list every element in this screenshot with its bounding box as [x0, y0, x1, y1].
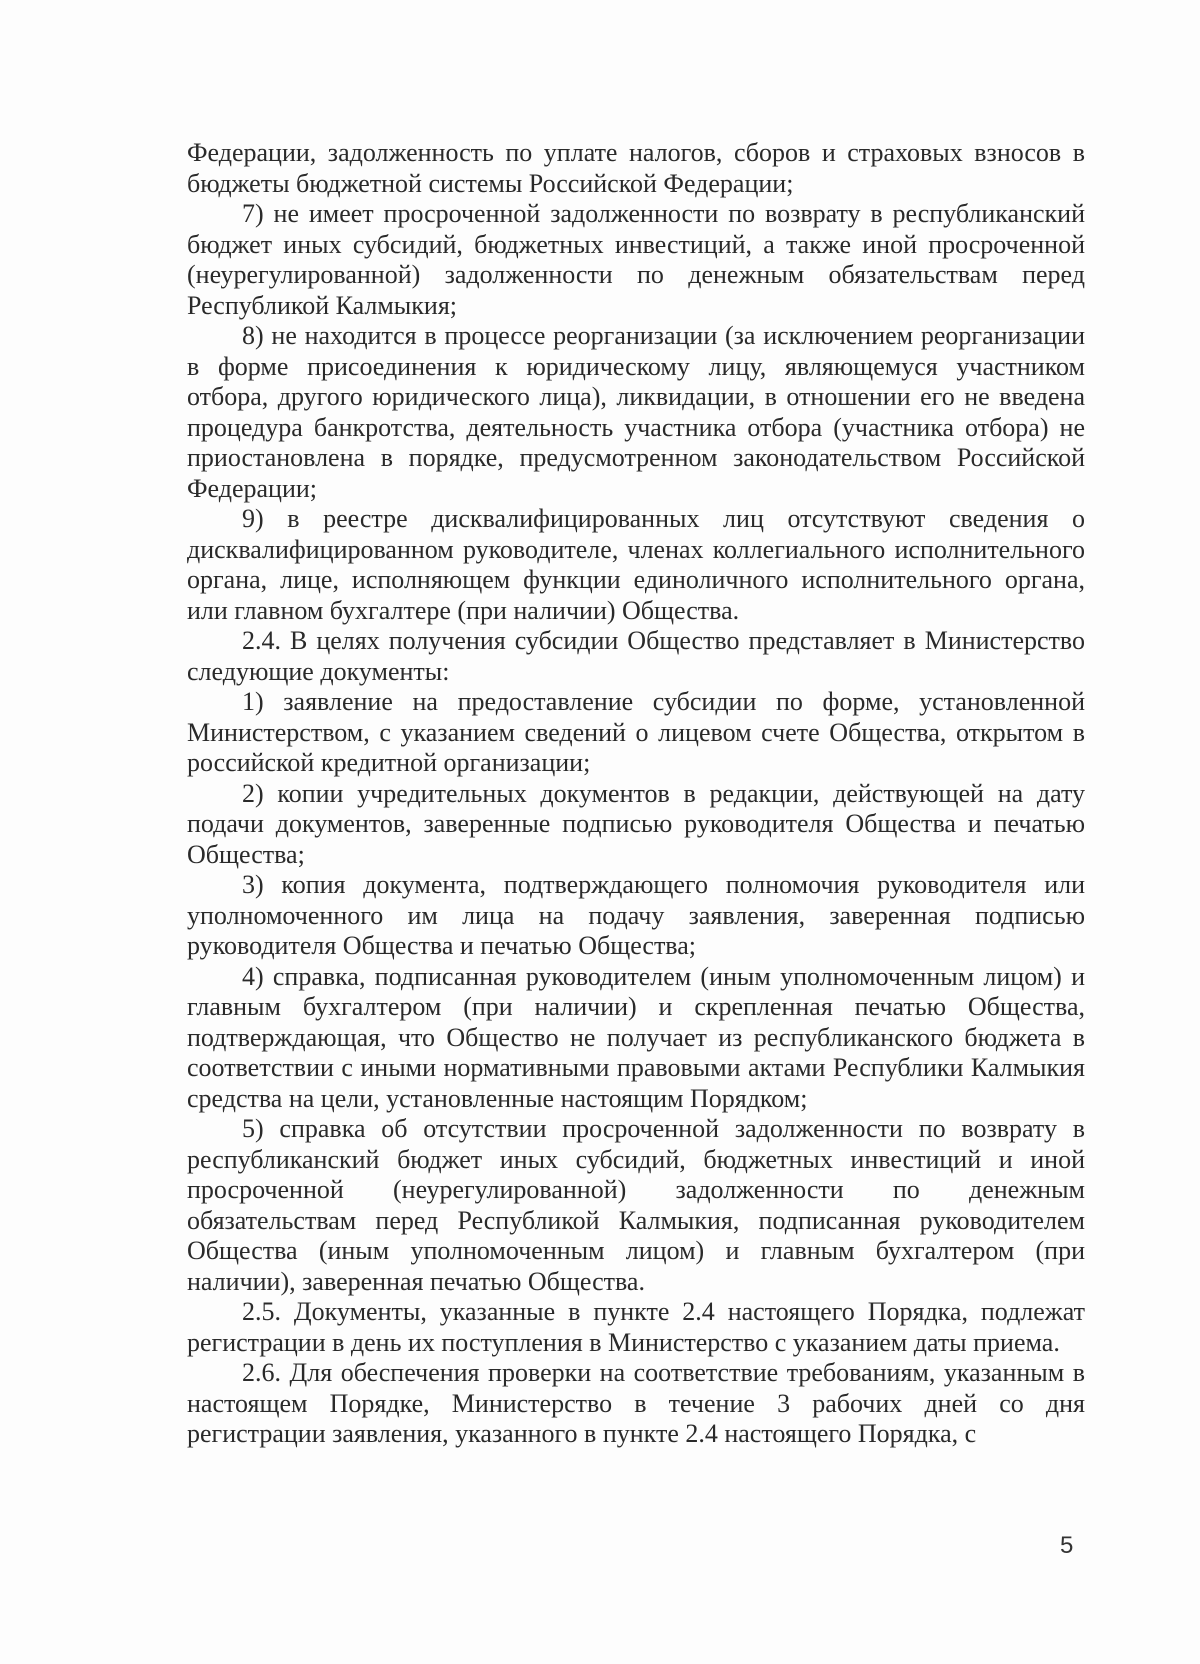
- page-number: 5: [1060, 1532, 1074, 1559]
- paragraph-6: 1) заявление на предоставление субсидии по форме, установленной Министерством, с указанием сведений о лицевом счете Общества, открытом в российской кредитной организации;: [187, 687, 1085, 777]
- paragraph-5: 2.4. В целях получения субсидии Общество представляет в Министерство следующие документы:: [187, 626, 1085, 686]
- paragraph-2: 7) не имеет просроченной задолженности по возврату в республиканский бюджет иных субсидий, бюджетных инвестиций, а также иной просроченной (неурегулированной) задолженности по денежным обязательствам перед Республикой Калмыкия;: [187, 199, 1085, 320]
- paragraph-9: 4) справка, подписанная руководителем (иным уполномоченным лицом) и главным бухгалтером (при наличии) и скрепленная печатью Общества, подтверждающая, что Общество не получает из республиканского бюджета в соответствии с иными нормативными правовыми актами Республики Калмыкия средства на цели, установленные настоящим Порядком;: [187, 961, 1085, 1113]
- paragraph-12: 2.6. Для обеспечения проверки на соответствие требованиям, указанным в настоящем Порядке, Министерство в течение 3 рабочих дней со дня регистрации заявления, указанного в пункте 2.4 настоящего Порядка, с: [187, 1358, 1085, 1448]
- paragraph-10: 5) справка об отсутствии просроченной задолженности по возврату в республиканский бюджет иных субсидий, бюджетных инвестиций и иной просроченной (неурегулированной) задолженности по денежным обязательствам перед Республикой Калмыкия, подписанная руководителем Общества (иным уполномоченным лицом) и главным бухгалтером (при наличии), заверенная печатью Общества.: [187, 1114, 1085, 1296]
- document-body: [187, 138, 1085, 1450]
- paragraph-1: Федерации, задолженность по уплате налогов, сборов и страховых взносов в бюджеты бюджетной системы Российской Федерации;: [187, 138, 1085, 198]
- paragraph-11: 2.5. Документы, указанные в пункте 2.4 настоящего Порядка, подлежат регистрации в день их поступления в Министерство с указанием даты приема.: [187, 1297, 1085, 1357]
- paragraph-4: 9) в реестре дисквалифицированных лиц отсутствуют сведения о дисквалифицированном руководителе, членах коллегиального исполнительного органа, лице, исполняющем функции единоличного исполнительного органа, или главном бухгалтере (при наличии) Общества.: [187, 504, 1085, 625]
- paragraph-8: 3) копия документа, подтверждающего полномочия руководителя или уполномоченного им лица на подачу заявления, заверенная подписью руководителя Общества и печатью Общества;: [187, 870, 1085, 960]
- paragraph-7: 2) копии учредительных документов в редакции, действующей на дату подачи документов, заверенные подписью руководителя Общества и печатью Общества;: [187, 778, 1085, 869]
- paragraph-3: 8) не находится в процессе реорганизации (за исключением реорганизации в форме присоединения к юридическому лицу, являющемуся участником отбора, другого юридического лица), ликвидации, в отношении его не введена процедура банкротства, деятельность участника отбора (участника отбора) не приостановлена в порядке, предусмотренном законодательством Российской Федерации;: [187, 321, 1085, 503]
